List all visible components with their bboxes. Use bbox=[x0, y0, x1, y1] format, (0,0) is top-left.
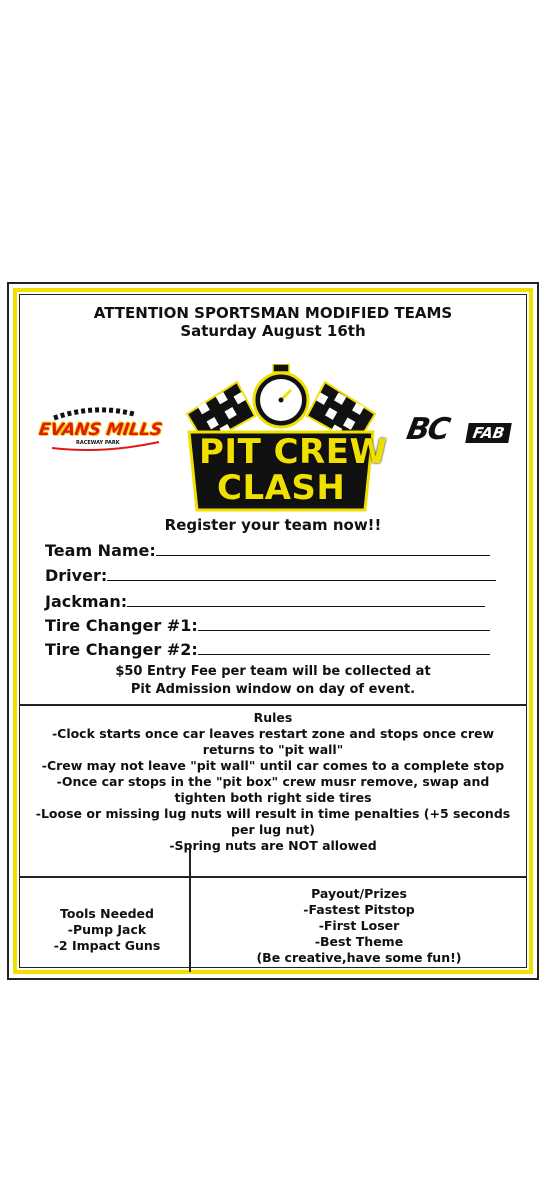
tool-item: -2 Impact Guns bbox=[53, 938, 161, 953]
team-name-label: Team Name: bbox=[45, 541, 156, 560]
register-heading: Register your team now!! bbox=[164, 516, 382, 534]
column-divider bbox=[189, 846, 191, 972]
prize-item: -Fastest Pitstop bbox=[303, 902, 415, 917]
divider-bottom bbox=[19, 876, 527, 878]
tools-section bbox=[37, 906, 177, 954]
rules-heading: Rules bbox=[253, 710, 293, 725]
divider-top bbox=[19, 704, 527, 706]
team-name-field bbox=[45, 541, 490, 560]
bc-fab-logo bbox=[401, 409, 531, 453]
evans-mills-text: EVANS MILLS bbox=[37, 420, 164, 440]
jackman-field bbox=[45, 592, 485, 611]
tire-changer-1-field bbox=[45, 616, 490, 635]
rule-item: -Crew may not leave "pit wall" until car comes to a complete stop bbox=[41, 758, 505, 773]
flyer bbox=[7, 282, 539, 980]
tire-changer-2-label: Tire Changer #2: bbox=[45, 640, 198, 659]
tool-item: -Pump Jack bbox=[67, 922, 147, 937]
jackman-label: Jackman: bbox=[45, 592, 128, 611]
event-date: Saturday August 16th bbox=[180, 322, 366, 340]
tools-heading: Tools Needed bbox=[60, 906, 154, 921]
payout-heading: Payout/Prizes bbox=[311, 886, 407, 901]
clash-text: CLASH bbox=[217, 468, 346, 508]
fab-text: FAB bbox=[465, 423, 512, 443]
stopwatch-icon bbox=[254, 364, 308, 427]
driver-field bbox=[45, 566, 496, 585]
payout-section bbox=[199, 886, 519, 966]
rule-item: -Once car stops in the "pit box" crew musr remove, swap and tighten both right side tires bbox=[56, 774, 490, 805]
driver-label: Driver: bbox=[45, 566, 108, 585]
tire-changer-1-label: Tire Changer #1: bbox=[45, 616, 198, 635]
entry-fee-line2: Pit Admission window on day of event. bbox=[130, 682, 416, 697]
raceway-park-text: RACEWAY PARK bbox=[76, 440, 120, 446]
prize-item: -First Loser bbox=[318, 918, 400, 933]
pit-crew-text: PIT CREW bbox=[199, 432, 388, 472]
prize-item: -Best Theme bbox=[314, 934, 404, 949]
rule-item: -Clock starts once car leaves restart zone and stops once crew returns to "pit wall" bbox=[51, 726, 495, 757]
rules-section bbox=[31, 710, 515, 854]
flyer-title: ATTENTION SPORTSMAN MODIFIED TEAMS bbox=[93, 304, 453, 322]
rule-item: -Loose or missing lug nuts will result in time penalties (+5 seconds per lug nut) bbox=[35, 806, 511, 837]
tire-changer-2-field bbox=[45, 640, 490, 659]
rule-item: -Spring nuts are NOT allowed bbox=[169, 838, 377, 853]
entry-fee-line1: $50 Entry Fee per team will be collected at bbox=[115, 664, 431, 679]
prize-item: (Be creative,have some fun!) bbox=[256, 950, 462, 965]
bc-text: BC bbox=[403, 412, 451, 447]
